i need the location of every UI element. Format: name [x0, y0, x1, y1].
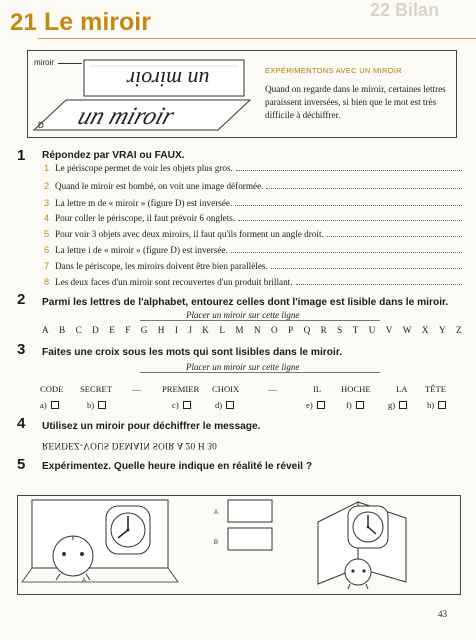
dash: — — [132, 384, 141, 394]
answer-label-b: B — [214, 540, 219, 546]
answer-box-a — [228, 500, 272, 522]
paper-text: un miroir — [74, 101, 178, 130]
letter[interactable]: L — [219, 325, 225, 335]
chapter-number: 21 — [10, 9, 37, 36]
word: CODE — [40, 384, 64, 394]
answer-box-b — [228, 528, 272, 550]
word: PREMIER — [162, 384, 200, 394]
checkbox-g[interactable]: g) — [388, 400, 407, 410]
letter[interactable]: F — [125, 325, 131, 335]
letter[interactable]: R — [320, 325, 327, 335]
checkbox-c[interactable]: c) — [172, 400, 191, 410]
checkbox-e[interactable]: e) — [306, 400, 325, 410]
title-rule — [38, 38, 476, 39]
fig-label-a: A — [82, 578, 87, 584]
clock-illustration — [18, 496, 460, 594]
mirror-figure — [30, 52, 260, 136]
experiment-text: Quand on regarde dans le miroir, certaines lettres paraissent inversées, si bien que le mot est très difficile à déchiffrer. — [265, 84, 446, 120]
q4-title: Utilisez un miroir pour déchiffrer le message. — [42, 421, 261, 432]
mirror-guide-line — [140, 320, 380, 321]
table-edge — [22, 568, 178, 582]
letter[interactable]: N — [253, 325, 261, 335]
reflection-text: un miroir — [126, 67, 210, 92]
letter[interactable]: A — [42, 325, 49, 335]
reflected-clock-icon — [106, 506, 150, 554]
angled-clock-icon — [348, 506, 388, 548]
q4-number: 4 — [17, 415, 26, 432]
q1-item[interactable]: 1 Le périscope permet de voir les objets plus gros. — [44, 162, 462, 175]
letter[interactable]: J — [188, 325, 192, 335]
q5-title: Expérimentez. Quelle heure indique en réalité le réveil ? — [42, 461, 313, 472]
q1-item[interactable]: 5 Pour voir 3 objets avec deux miroirs, il faut qu'ils forment un angle droit. — [44, 228, 462, 241]
reversed-message: RENDEZ-VOUS DEMAIN SOIR A 20 H 30 — [42, 440, 217, 450]
q3-number: 3 — [17, 341, 26, 358]
word: SECRET — [80, 384, 112, 394]
word: IL — [313, 384, 322, 394]
letter[interactable]: I — [174, 325, 178, 335]
chapter-title: Le miroir — [44, 8, 151, 36]
q1-number: 1 — [17, 147, 26, 164]
letter[interactable]: P — [288, 325, 294, 335]
q1-item[interactable]: 2 Quand le miroir est bombé, on voit une image déformée. — [44, 180, 462, 193]
letter[interactable]: M — [235, 325, 244, 335]
q2-number: 2 — [17, 291, 26, 308]
q3-title: Faites une croix sous les mots qui sont lisibles dans le miroir. — [42, 347, 343, 358]
checkbox-h[interactable]: h) — [427, 400, 446, 410]
q1-title: Répondez par VRAI ou FAUX. — [42, 150, 185, 161]
letter[interactable]: Y — [438, 325, 446, 335]
letter[interactable]: X — [421, 325, 429, 335]
faded-header: 22 Bilan — [370, 0, 440, 20]
word: HOCHE — [341, 384, 371, 394]
answer-label-a: A — [214, 510, 219, 516]
dash: — — [268, 384, 277, 394]
letter[interactable]: E — [109, 325, 115, 335]
letter[interactable]: C — [75, 325, 82, 335]
letter[interactable]: Q — [303, 325, 311, 335]
letter[interactable]: Z — [456, 325, 462, 335]
q2-title: Parmi les lettres de l'alphabet, entourez celles dont l'image est lisible dans le miroir. — [42, 297, 449, 308]
letter[interactable]: K — [202, 325, 209, 335]
alphabet-row — [42, 325, 462, 335]
word: CHOIX — [212, 384, 240, 394]
q5-number: 5 — [17, 456, 26, 473]
page-number: 43 — [438, 609, 447, 619]
letter[interactable]: D — [92, 325, 99, 335]
q1-item[interactable]: 6 La lettre i de « miroir » (figure D) est inversée. — [44, 244, 462, 257]
q1-item[interactable]: 8 Les deux faces d'un miroir sont recouvertes d'un produit brillant. — [44, 276, 462, 289]
letter[interactable]: O — [271, 325, 278, 335]
letter[interactable]: U — [368, 325, 376, 335]
q1-item[interactable]: 3 La lettre m de « miroir » (figure D) est inversée. — [44, 197, 462, 210]
letter[interactable]: G — [140, 325, 148, 335]
letter[interactable]: T — [352, 325, 359, 335]
checkbox-a[interactable]: a) — [40, 400, 59, 410]
checkbox-f[interactable]: f) — [346, 400, 364, 410]
letter[interactable]: H — [157, 325, 165, 335]
checkbox-d[interactable]: d) — [215, 400, 234, 410]
letter[interactable]: V — [385, 325, 393, 335]
alarm-clock-icon — [53, 536, 93, 580]
word: LA — [396, 384, 408, 394]
q1-item[interactable]: 4 Pour coller le périscope, il faut prévoir 6 onglets. — [44, 212, 462, 225]
word: TÊTE — [425, 384, 446, 394]
mirror-guide-line — [140, 372, 380, 373]
letter[interactable]: W — [402, 325, 412, 335]
experiment-heading: EXPÉRIMENTONS AVEC UN MIROIR — [265, 66, 402, 75]
q1-item[interactable]: 7 Dans le périscope, les miroirs doivent être bien parallèles. — [44, 260, 462, 273]
mirror-label: miroir — [34, 58, 54, 67]
letter[interactable]: B — [59, 325, 66, 335]
q3-hint: Placer un miroir sur cette ligne — [186, 362, 300, 372]
checkbox-b[interactable]: b) — [87, 400, 106, 410]
alarm-clock-icon — [345, 559, 371, 589]
letter[interactable]: S — [337, 325, 343, 335]
q2-hint: Placer un miroir sur cette ligne — [186, 310, 300, 320]
figure-d-label: D — [38, 121, 44, 130]
